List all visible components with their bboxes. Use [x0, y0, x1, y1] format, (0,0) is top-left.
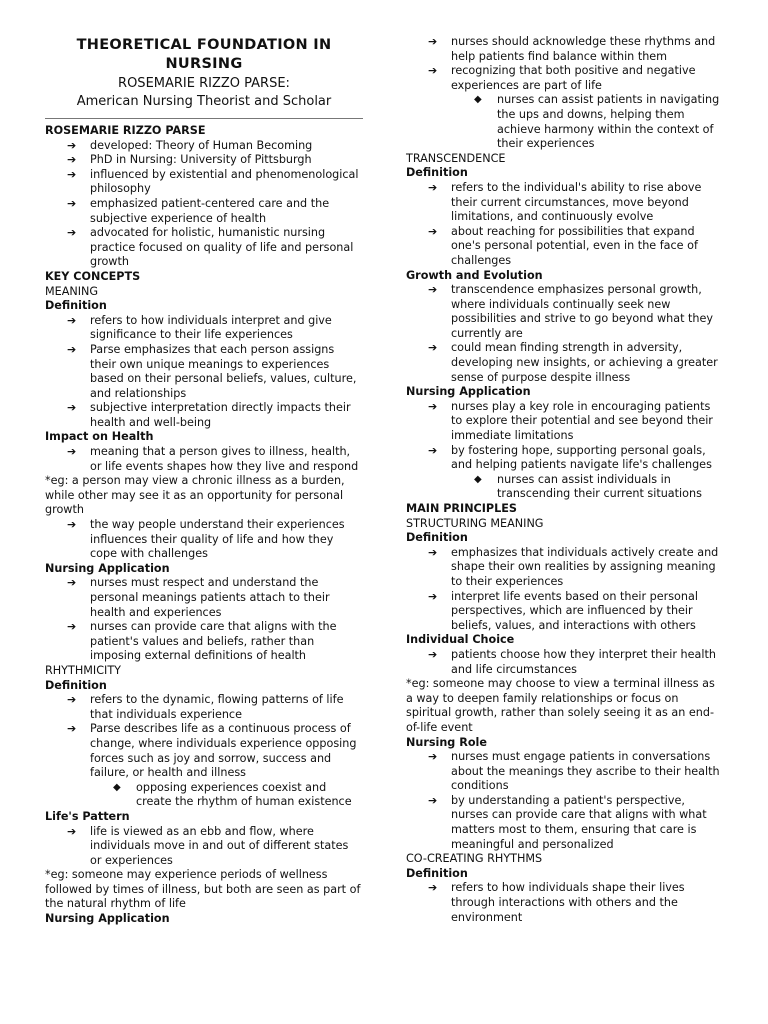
transcendence-heading: TRANSCENDENCE [406, 151, 506, 165]
individual-choice-list [406, 648, 721, 677]
sub-list-item: ◆ opposing experiences coexist and create the rhythm of human existence [45, 781, 363, 810]
meaning-application-heading: Nursing Application [45, 561, 170, 575]
list-item: ➔ nurses must respect and understand the personal meanings patients attach to their health and experiences [45, 576, 363, 620]
list-item: ➔ about reaching for possibilities that expand one's personal potential, even in the face of challenges [406, 225, 721, 269]
transcendence-application-heading: Nursing Application [406, 385, 531, 399]
impact-example: *eg: a person may view a chronic illness as a burden, while other may see it as an opportunity for personal growth [45, 474, 345, 517]
transcendence-definition-heading: Definition [406, 166, 468, 180]
page-title: THEORETICAL FOUNDATION IN NURSING [76, 37, 332, 72]
list-item: ➔ advocated for holistic, humanistic nursing practice focused on quality of life and personal growth [45, 226, 363, 270]
choice-example: *eg: someone may choose to view a terminal illness as a way to deepen family relationships or focus on spiritual growth, rather than solely seeing it as an end-of-life event [406, 677, 715, 734]
list-item: ➔ refers to the individual's ability to rise above their current circumstances, move beyond limitations, and continuously evolve [406, 181, 721, 225]
meaning-definition-list [45, 314, 363, 431]
structuring-meaning-heading: STRUCTURING MEANING [406, 516, 544, 530]
life-pattern-heading: Life's Pattern [45, 809, 130, 823]
key-concepts-heading: KEY CONCEPTS [45, 269, 141, 283]
list-item: ➔ emphasized patient-centered care and the subjective experience of health [45, 197, 363, 226]
structuring-definition-heading: Definition [406, 531, 468, 545]
sub-list-item: ◆ nurses can assist patients in navigating the ups and downs, helping them achieve harmony within the context of their experiences [406, 93, 721, 151]
transcendence-application-list [406, 400, 721, 502]
list-item: ➔ by understanding a patient's perspective, nurses can provide care that aligns with what matters most to them, ensuring that care is meaningful and personalized [406, 794, 721, 852]
list-item: ➔ interpret life events based on their personal perspectives, which are influenced by their beliefs, values, and interactions with others [406, 590, 721, 634]
main-principles-heading: MAIN PRINCIPLES [406, 502, 517, 515]
growth-list [406, 283, 721, 385]
list-item: ➔ recognizing that both positive and negative experiences are part of life [406, 64, 721, 93]
impact-heading: Impact on Health [45, 430, 154, 444]
impact-list [45, 445, 363, 474]
meaning-application-list [45, 576, 363, 664]
rhythm-definition-heading: Definition [45, 678, 107, 692]
list-item: ➔ meaning that a person gives to illness, health, or life events shapes how they live and respond [45, 445, 363, 474]
growth-heading: Growth and Evolution [406, 268, 543, 282]
list-item: ➔ subjective interpretation directly impacts their health and well-being [45, 401, 363, 430]
meaning-definition-heading: Definition [45, 299, 107, 313]
impact-list-2 [45, 518, 363, 562]
list-item: ➔ refers to how individuals shape their lives through interactions with others and the environment [406, 881, 721, 925]
nursing-role-heading: Nursing Role [406, 735, 487, 749]
list-item: ➔ PhD in Nursing: University of Pittsburgh [45, 153, 363, 168]
pattern-example: *eg: someone may experience periods of wellness followed by times of illness, but both are seen as part of the natural rhythm of life [45, 868, 361, 911]
life-pattern-list [45, 825, 363, 869]
rhythm-application-heading: Nursing Application [45, 912, 170, 926]
list-item: ➔ nurses should acknowledge these rhythms and help patients find balance within them [406, 35, 721, 64]
list-item: ➔ nurses play a key role in encouraging patients to explore their potential and see beyond their immediate limitations [406, 400, 721, 444]
list-item: ➔ Parse describes life as a continuous process of change, where individuals experience opposing forces such as joy and sorrow, success and failure, or health and illness [45, 722, 363, 780]
sub-list-item: ◆ nurses can assist individuals in transcending their current situations [406, 473, 721, 502]
list-item: ➔ Parse emphasizes that each person assigns their own unique meanings to experiences based on their personal beliefs, values, culture, and relationships [45, 343, 363, 401]
subtitle-role: American Nursing Theorist and Scholar [76, 94, 332, 109]
list-item: ➔ nurses must engage patients in conversations about the meanings they ascribe to their health conditions [406, 750, 721, 794]
nursing-role-list [406, 750, 721, 852]
list-item: ➔ patients choose how they interpret their health and life circumstances [406, 648, 721, 677]
bio-list [45, 139, 363, 270]
list-item: ➔ influenced by existential and phenomenological philosophy [45, 168, 363, 197]
title-divider [45, 118, 363, 119]
list-item: ➔ nurses can provide care that aligns with the patient's values and beliefs, rather than imposing external definitions of health [45, 620, 363, 664]
left-column [45, 36, 363, 927]
list-item: ➔ emphasizes that individuals actively create and shape their own realities by assigning meaning to their experiences [406, 546, 721, 590]
right-column [406, 35, 721, 925]
co-creating-definition-heading: Definition [406, 866, 468, 880]
list-item: ➔ the way people understand their experiences influences their quality of life and how they cope with challenges [45, 518, 363, 562]
co-creating-heading: CO-CREATING RHYTHMS [406, 852, 543, 866]
subtitle-name: ROSEMARIE RIZZO PARSE: [118, 76, 290, 91]
list-item: ➔ transcendence emphasizes personal growth, where individuals continually seek new possibilities and strive to go beyond what they currently are [406, 283, 721, 341]
list-item: ➔ life is viewed as an ebb and flow, where individuals move in and out of different states or experiences [45, 825, 363, 869]
rhythmicity-heading: RHYTHMICITY [45, 663, 121, 677]
rhythm-application-list [406, 35, 721, 152]
list-item: ➔ developed: Theory of Human Becoming [45, 139, 363, 154]
list-item: ➔ refers to the dynamic, flowing patterns of life that individuals experience [45, 693, 363, 722]
individual-choice-heading: Individual Choice [406, 633, 515, 647]
rhythm-definition-list [45, 693, 363, 810]
co-creating-definition-list [406, 881, 721, 925]
structuring-definition-list [406, 546, 721, 634]
meaning-heading: MEANING [45, 284, 99, 298]
list-item: ➔ refers to how individuals interpret and give significance to their life experiences [45, 314, 363, 343]
list-item: ➔ could mean finding strength in adversity, developing new insights, or achieving a greater sense of purpose despite illness [406, 341, 721, 385]
bio-heading: ROSEMARIE RIZZO PARSE [45, 124, 206, 137]
list-item: ➔ by fostering hope, supporting personal goals, and helping patients navigate life's challenges [406, 444, 721, 473]
transcendence-definition-list [406, 181, 721, 269]
